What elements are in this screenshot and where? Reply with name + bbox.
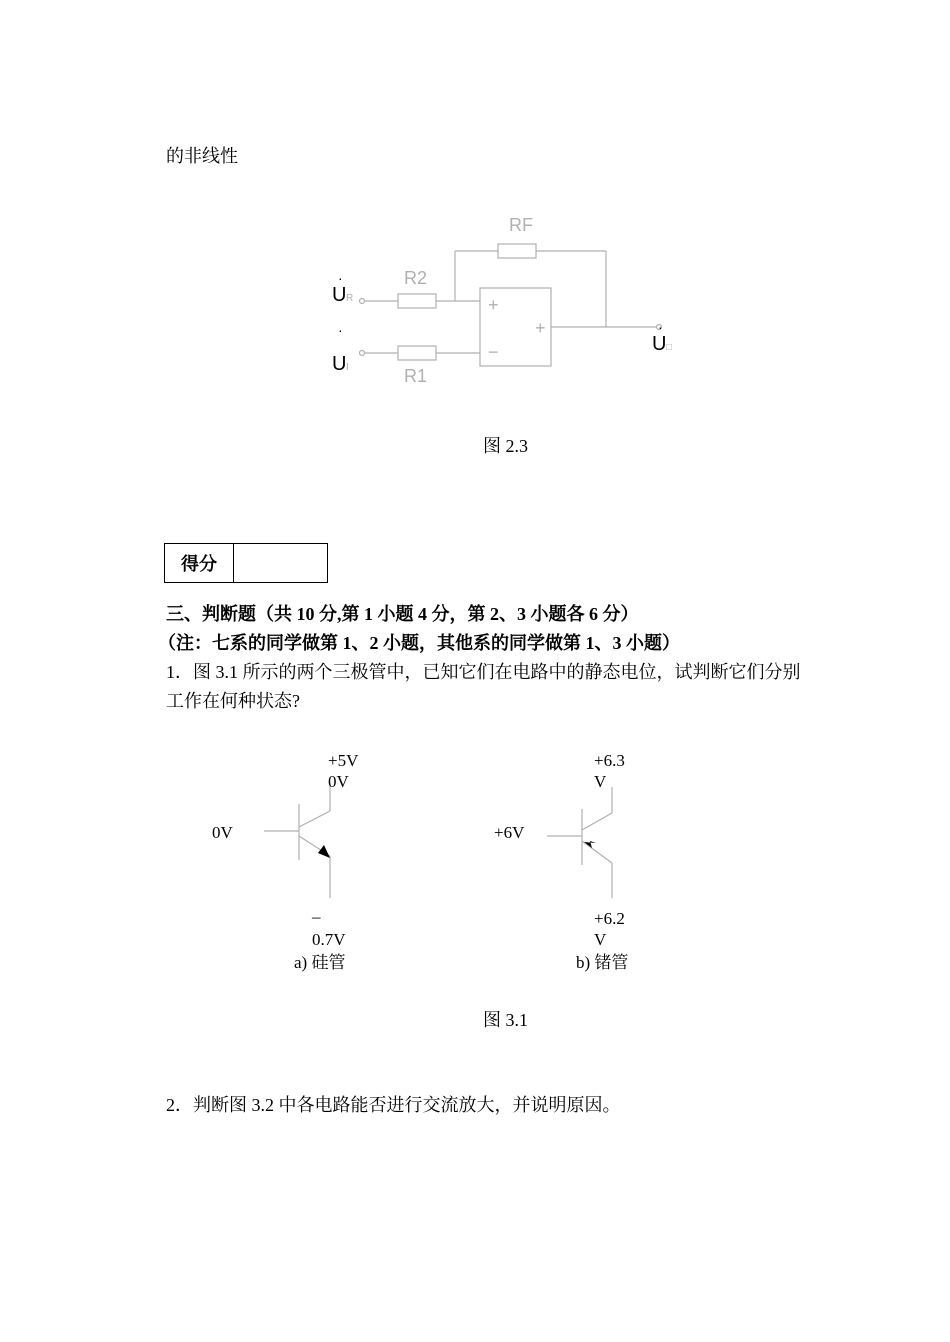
transistor-b-emitter-voltage-2: V [594,930,607,949]
ur-label: U [332,284,347,306]
transistor-a-emitter-voltage-1: – [312,907,321,926]
score-label: 得分 [165,544,234,582]
opamp-plus-input: + [488,295,499,315]
r1-label: R1 [404,366,428,386]
opamp-minus-input: − [488,342,499,362]
transistor-b-emitter-voltage-1: +6.2 [594,909,625,928]
r2-label: R2 [404,268,428,288]
transistor-b-collector-voltage-2: V [594,772,607,791]
question-1-line-2: 工作在何种状态? [166,691,300,711]
transistor-a-collector-voltage-2: 0V [328,772,349,791]
uo-label: U [652,333,667,355]
ui-dot: · [338,322,343,338]
figure-2-3-caption: 图 2.3 [483,436,528,456]
transistor-b-base-voltage: +6V [494,823,525,842]
section-3-title: 三、判断题（共 10 分,第 1 小题 4 分，第 2、3 小题各 6 分） [166,604,639,624]
opamp-output-sign: + [535,318,546,338]
question-1-line-1: 1．图 3.1 所示的两个三极管中，已知它们在电路中的静态电位，试判断它们分别 [166,662,801,682]
question-2: 2．判断图 3.2 中各电路能否进行交流放大，并说明原因。 [166,1095,621,1115]
section-3-note: （注：七系的同学做第 1、2 小题，其他系的同学做第 1、3 小题） [158,633,680,653]
ur-subscript: R [346,293,354,304]
figure-3-1-caption: 图 3.1 [483,1010,528,1030]
transistor-b-caption: b) 锗管 [576,953,629,972]
ui-label: U [332,353,347,375]
transistor-a-collector-voltage-1: +5V [328,751,359,770]
ui-subscript: I [346,362,349,373]
ur-dot: · [338,270,343,286]
transistor-a-base-voltage: 0V [212,823,233,842]
rf-label: RF [509,215,533,235]
continued-text: 的非线性 [166,146,238,166]
transistor-a-emitter-arrow [318,845,330,858]
transistor-b-collector-voltage-1: +6.3 [594,751,625,770]
transistor-a-caption: a) 硅管 [294,953,346,972]
transistor-a-emitter-voltage-2: 0.7V [312,930,346,945]
uo-subscript: □ [666,342,673,353]
uo-dot: · [658,319,663,335]
